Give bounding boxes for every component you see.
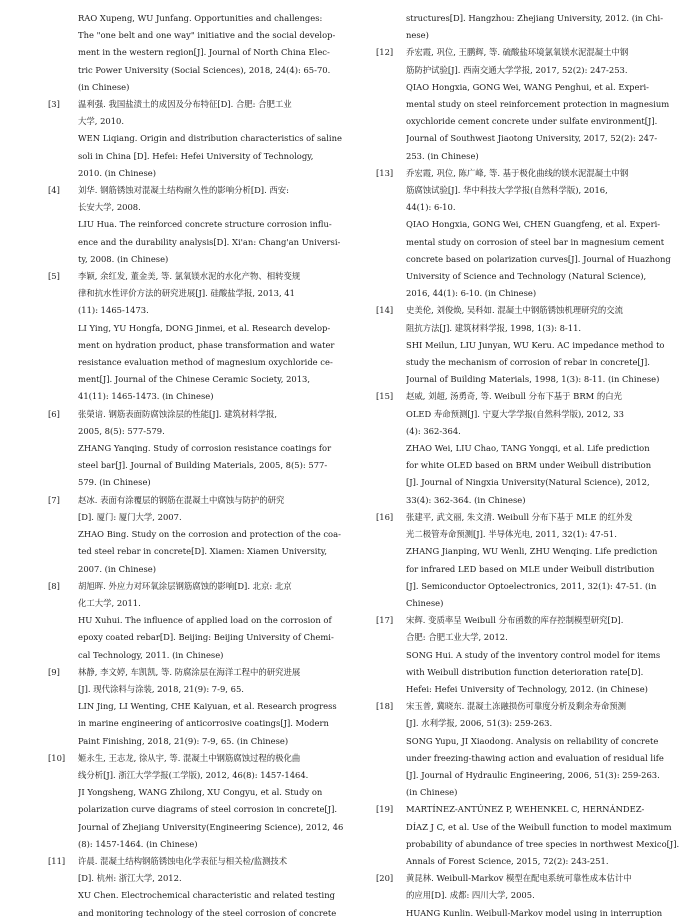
reference-number: [18] (376, 701, 394, 712)
reference-text (78, 268, 338, 406)
reference-line: 宋玉普, 冀晓东. 混凝土冻融损伤可靠度分析及剩余寿命预测 (406, 701, 627, 712)
reference-line: HU Xuhui. The influence of applied load on the corrosion of (78, 615, 332, 626)
reference-line: 的应用[D]. 成都: 四川大学, 2005. (406, 890, 535, 901)
reference-item (48, 268, 338, 406)
reference-text (78, 664, 338, 750)
reference-text (406, 44, 669, 164)
reference-line: 温利强. 我国盐渍土的成因及分布特征[D]. 合肥: 合肥工业 (78, 99, 292, 110)
reference-text (406, 302, 666, 388)
reference-item (48, 406, 338, 492)
reference-line: LIU Hua. The reinforced concrete structure corrosion influ- (78, 219, 332, 230)
reference-text (406, 612, 666, 698)
reference-item (376, 10, 666, 44)
reference-line: ZHANG Yanqing. Study of corrosion resistance coatings for (78, 443, 332, 454)
reference-item (48, 492, 341, 578)
reference-text (78, 96, 342, 182)
reference-item (48, 96, 342, 182)
reference-line: 33(4): 362-364. (in Chinese) (406, 494, 526, 505)
reference-item (376, 698, 666, 801)
reference-line: 林静, 李文婷, 车凯凯, 等. 防腐涂层在海洋工程中的研究进展 (78, 666, 301, 677)
reference-line: ment on hydration product, phase transformation and water (78, 339, 335, 350)
reference-item (376, 801, 680, 870)
reference-text (406, 870, 666, 922)
reference-number: [7] (48, 494, 60, 505)
reference-line: mental study on corrosion of steel bar in magnesium cement (406, 236, 665, 247)
reference-line: SONG Yupu, JI Xiaodong. Analysis on reliability of concrete (406, 735, 659, 746)
reference-line: 2007. (in Chinese) (78, 563, 156, 574)
reference-line: 许晨. 混凝土结构钢筋锈蚀电化学表征与相关检/监测技术 (78, 855, 288, 866)
reference-line: OLED 寿命预测[J]. 宁夏大学学报(自然科学版), 2012, 33 (406, 408, 624, 419)
reference-line: 黄昆林. Weibull-Markov 模型在配电系统可靠性成本估计中 (406, 873, 632, 884)
reference-item (48, 578, 338, 664)
reference-line: Journal of Zhejiang University(Engineering Science), 2012, 46 (78, 821, 344, 832)
reference-line: 化工大学, 2011. (78, 597, 141, 608)
reference-line: HUANG Kunlin. Weibull-Markov model using in interruption (406, 907, 663, 918)
reference-line: concrete based on polarization curves[J]. Journal of Huazhong (406, 253, 671, 264)
reference-item (48, 10, 338, 96)
reference-line: mental study on steel reinforcement protection in magnesium (406, 99, 670, 110)
reference-line: 2005, 8(5): 577-579. (78, 425, 165, 436)
reference-line: in marine engineering of anticorrosive coatings[J]. Modern (78, 718, 329, 729)
reference-line: ence and the durability analysis[D]. Xi'an: Chang'an Universi- (78, 236, 341, 247)
reference-line: 赵冰. 表面有涂覆层的钢筋在混凝土中腐蚀与防护的研究 (78, 494, 285, 505)
reference-line: oxychloride cement concrete under sulfate environment[J]. (406, 116, 658, 127)
reference-line: nese) (406, 30, 429, 41)
reference-line: Chinese) (406, 597, 444, 608)
reference-number: [11] (48, 855, 66, 866)
reference-line: QIAO Hongxia, GONG Wei, WANG Penghui, et al. Experi- (406, 81, 650, 92)
reference-line: MARTÍNEZ-ANTÚNEZ P, WEHENKEL C, HERNÁNDEZ- (406, 804, 645, 815)
reference-line: 2016, 44(1): 6-10. (in Chinese) (406, 288, 537, 299)
reference-line: ZHAO Wei, LIU Chao, TANG Yongqi, et al. Life prediction (406, 443, 650, 454)
reference-line: 大学, 2010. (78, 116, 125, 127)
reference-text (78, 492, 341, 578)
reference-line: SHI Meilun, LIU Junyan, WU Keru. AC impedance method to (406, 339, 665, 350)
reference-line: polarization curve diagrams of steel corrosion in concrete[J]. (78, 804, 337, 815)
right-column (376, 10, 680, 922)
reference-text (78, 578, 338, 664)
reference-item (376, 165, 671, 303)
reference-line: ment in the western region[J]. Journal of North China Elec- (78, 47, 330, 58)
reference-line: 2010. (in Chinese) (78, 167, 156, 178)
reference-line: 史美伦, 刘俊焕, 吴科如. 混凝土中钢筋锈蚀机理研究的交流 (406, 305, 623, 316)
reference-line: (in Chinese) (78, 81, 130, 92)
reference-line: cal Technology, 2011. (in Chinese) (78, 649, 224, 660)
reference-line: 44(1): 6-10. (406, 202, 456, 213)
reference-text (78, 406, 338, 492)
reference-line: (4): 362-364. (406, 425, 461, 436)
reference-line: ty, 2008. (in Chinese) (78, 253, 169, 264)
reference-line: tric Power University (Social Sciences), 2018, 24(4): 65-70. (78, 64, 331, 75)
reference-line: University of Science and Technology (Natural Science), (406, 271, 647, 282)
reference-line: 乔宏霞, 巩位, 陈广峰, 等. 基于极化曲线的镁水泥混凝土中钢 (406, 167, 629, 178)
reference-line: for infrared LED based on MLE under Weibull distribution (406, 563, 655, 574)
reference-line: 李颖, 余红发, 董金美, 等. 氯氧镁水泥的水化产物、相转变规 (78, 271, 301, 282)
reference-line: 筋腐蚀试验[J]. 华中科技大学学报(自然科学版), 2016, (406, 185, 608, 196)
reference-line: 赵威, 刘超, 汤勇奇, 等. Weibull 分布下基于 BRM 的白光 (406, 391, 622, 402)
reference-item (48, 664, 338, 750)
reference-line: JI Yongsheng, WANG Zhilong, XU Congyu, et al. Study on (78, 787, 323, 798)
reference-number: [9] (48, 666, 60, 677)
reference-number: [10] (48, 752, 66, 763)
reference-line: ZHAO Bing. Study on the corrosion and protection of the coa- (78, 529, 341, 540)
reference-number: [13] (376, 167, 394, 178)
reference-line: 579. (in Chinese) (78, 477, 151, 488)
reference-line: (8): 1457-1464. (in Chinese) (78, 838, 198, 849)
reference-line: SONG Hui. A study of the inventory control model for items (406, 649, 661, 660)
reference-text (406, 801, 679, 870)
reference-item (376, 870, 666, 922)
reference-line: ZHANG Jianping, WU Wenli, ZHU Wenqing. Life prediction (406, 546, 658, 557)
reference-line: (in Chinese) (406, 787, 458, 798)
reference-line: [J]. 水利学报, 2006, 51(3): 259-263. (406, 718, 553, 729)
reference-number: [12] (376, 47, 394, 58)
reference-number: [15] (376, 391, 394, 402)
reference-item (376, 302, 666, 388)
reference-line: [D]. 厦门: 厦门大学, 2007. (78, 511, 182, 522)
reference-line: LIN Jing, LI Wenting, CHE Kaiyuan, et al. Research progress (78, 701, 337, 712)
reference-line: [J]. Semiconductor Optoelectronics, 2011, 32(1): 47-51. (in (406, 580, 657, 591)
reference-line: 律和抗水性评价方法的研究进展[J]. 硅酸盐学报, 2013, 41 (78, 288, 295, 299)
reference-text (406, 388, 666, 508)
reference-line: 阻抗方法[J]. 建筑材料学报, 1998, 1(3): 8-11. (406, 322, 582, 333)
reference-line: 宋辉. 变质率呈 Weibull 分布函数的库存控制模型研究[D]. (406, 615, 624, 626)
reference-text (78, 853, 338, 922)
reference-line: The "one belt and one way" initiative and the social develop- (78, 30, 336, 41)
reference-line: ment[J]. Journal of the Chinese Ceramic Society, 2013, (78, 374, 311, 385)
reference-number (48, 10, 78, 96)
reference-line: 253. (in Chinese) (406, 150, 479, 161)
reference-line: [J]. Journal of Ningxia University(Natural Science), 2012, (406, 477, 650, 488)
reference-number: [14] (376, 305, 394, 316)
reference-line: Journal of Building Materials, 1998, 1(3): 8-11. (in Chinese) (406, 374, 660, 385)
reference-line: Journal of Southwest Jiaotong University, 2017, 52(2): 247- (406, 133, 658, 144)
reference-line: soli in China [D]. Hefei: Hefei University of Technology, (78, 150, 314, 161)
reference-line: Hefei: Hefei University of Technology, 2012. (in Chinese) (406, 683, 648, 694)
reference-number: [5] (48, 271, 60, 282)
reference-number: [17] (376, 615, 394, 626)
reference-line: XU Chen. Electrochemical characteristic and related testing (78, 890, 335, 901)
reference-line: for white OLED based on BRM under Weibull distribution (406, 460, 652, 471)
reference-item (48, 750, 344, 853)
reference-line: 光二极管寿命预测[J]. 半导体光电, 2011, 32(1): 47-51. (406, 529, 617, 540)
reference-number: [20] (376, 873, 394, 884)
reference-item (376, 388, 666, 508)
reference-line: WEN Liqiang. Origin and distribution characteristics of saline (78, 133, 342, 144)
reference-line: 41(11): 1465-1473. (in Chinese) (78, 391, 214, 402)
reference-line: ted steel rebar in concrete[D]. Xiamen: Xiamen University, (78, 546, 328, 557)
reference-columns (48, 10, 680, 922)
left-column (48, 10, 344, 922)
reference-item (376, 509, 666, 612)
reference-number: [4] (48, 185, 60, 196)
reference-item (48, 182, 341, 268)
reference-line: 筋防护试验[J]. 西南交通大学学报, 2017, 52(2): 247-253. (406, 64, 628, 75)
reference-line: 张榮谙. 钢筋表面防腐蚀涂层的性能[J]. 建筑材料学报, (78, 408, 278, 419)
reference-line: study the mechanism of corrosion of rebar in concrete[J]. (406, 357, 650, 368)
reference-text (78, 182, 340, 268)
reference-number: [6] (48, 408, 60, 419)
reference-line: LI Ying, YU Hongfa, DONG Jinmei, et al. Research develop- (78, 322, 331, 333)
reference-line: Annals of Forest Science, 2015, 72(2): 243-251. (406, 855, 609, 866)
reference-item (376, 44, 670, 164)
reference-line: 姬永生, 王志龙, 徐从宇, 等. 混凝土中钢筋腐蚀过程的极化曲 (78, 752, 301, 763)
reference-line: 合肥: 合肥工业大学, 2012. (406, 632, 508, 643)
reference-line: [J]. Journal of Hydraulic Engineering, 2006, 51(3): 259-263. (406, 769, 660, 780)
reference-line: under freezing-thawing action and evaluation of residual life (406, 752, 664, 763)
reference-text (78, 10, 338, 96)
reference-line: 胡旭晖. 外应力对环氧涂层钢筋腐蚀的影响[D]. 北京: 北京 (78, 580, 292, 591)
reference-number: [3] (48, 99, 60, 110)
reference-text (406, 165, 671, 303)
reference-line: 乔宏霞, 巩位, 王鹏辉, 等. 硫酸盐环境氯氧镁水泥混凝土中钢 (406, 47, 629, 58)
reference-line: DÍAZ J C, et al. Use of the Weibull function to model maximum (406, 821, 672, 832)
reference-text (78, 750, 343, 853)
reference-number (376, 10, 406, 44)
reference-line: (11): 1465-1473. (78, 305, 149, 316)
reference-item (376, 612, 666, 698)
reference-text (406, 509, 666, 612)
reference-line: structures[D]. Hangzhou: Zhejiang University, 2012. (in Chi- (406, 13, 664, 23)
reference-line: [D]. 杭州: 浙江大学, 2012. (78, 873, 182, 884)
reference-line: [J]. 现代涂料与涂装, 2018, 21(9): 7-9, 65. (78, 683, 244, 694)
reference-number: [8] (48, 580, 60, 591)
reference-line: QIAO Hongxia, GONG Wei, CHEN Guangfeng, et al. Experi- (406, 219, 661, 230)
reference-line: resistance evaluation method of magnesium oxychloride ce- (78, 357, 333, 368)
reference-line: with Weibull distribution function deterioration rate[D]. (406, 666, 644, 677)
reference-item (48, 853, 338, 922)
reference-line: steel bar[J]. Journal of Building Materials, 2005, 8(5): 577- (78, 460, 328, 471)
reference-line: and monitoring technology of the steel corrosion of concrete (78, 907, 337, 918)
reference-line: RAO Xupeng, WU Junfang. Opportunities and challenges: (78, 13, 323, 23)
reference-number: [19] (376, 804, 394, 815)
reference-text (406, 10, 666, 44)
reference-line: epoxy coated rebar[D]. Beijing: Beijing University of Chemi- (78, 632, 334, 643)
reference-text (406, 698, 666, 801)
reference-line: 张建平, 武文丽, 朱文清. Weibull 分布下基于 MLE 的红外发 (406, 511, 633, 522)
reference-line: probability of abundance of tree species in northwest Mexico[J]. (406, 838, 680, 849)
reference-line: 刘华. 钢筋锈蚀对混凝土结构耐久性的影响分析[D]. 西安: (78, 185, 289, 196)
reference-line: Paint Finishing, 2018, 21(9): 7-9, 65. (in Chinese) (78, 735, 289, 746)
reference-line: 长安大学, 2008. (78, 202, 141, 213)
reference-line: 线分析[J]. 浙江大学学报(工学版), 2012, 46(8): 1457-1464. (78, 769, 309, 780)
reference-number: [16] (376, 511, 394, 522)
